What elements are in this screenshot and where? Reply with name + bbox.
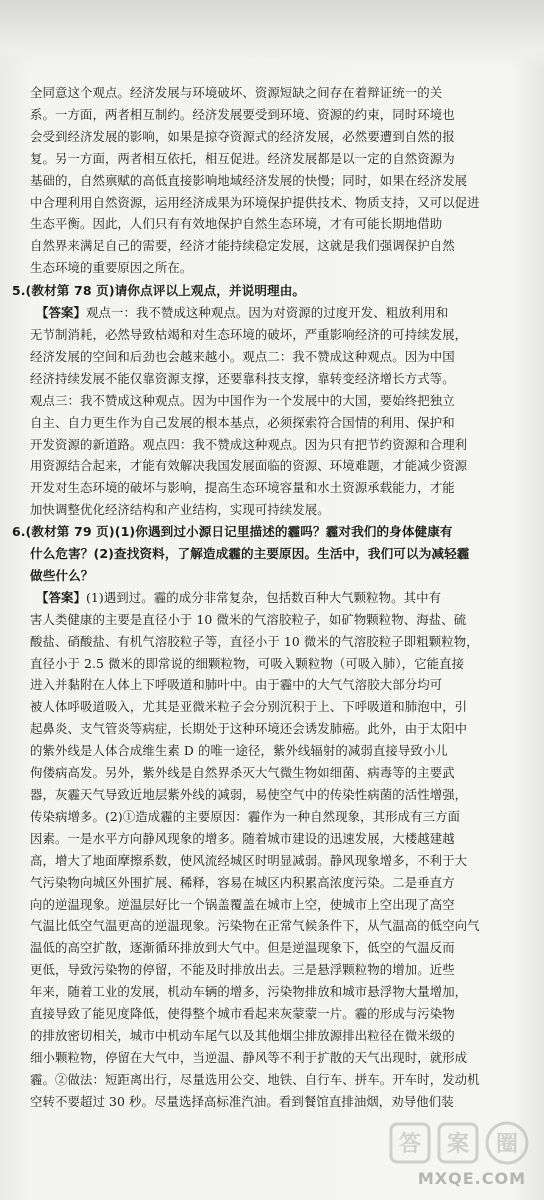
text-line: 高，增大了地面摩擦系数，使风流经城区时明显减弱。静风现象增多，不利于大 — [30, 852, 468, 868]
text-line: 因素。一是水平方向静风现象的增多。随着城市建设的迅速发展，大楼越建越 — [30, 830, 455, 846]
text-line: (1)遇到过。霾的成分非常复杂，包括数百种大气颗粒物。其中有 — [85, 589, 442, 605]
question-text: (教材第 78 页)请你点评以上观点，并说明理由。 — [25, 283, 306, 299]
text-line: 直接导致了能见度降低，使得整个城市看起来灰蒙蒙一片。霾的形成与污染物 — [30, 1006, 455, 1022]
text-line: 更低，导致污染物的停留，不能及时排放出去。三是悬浮颗粒物的增加。近些 — [30, 962, 455, 978]
text-line: 酸盐、硝酸盐、有机气溶胶粒子等，直径小于 10 微米的气溶胶粒子即粗颗粒物， — [30, 633, 479, 649]
text-line: 自主、自力更生作为自己发展的根本基点，必须探索符合国情的利用、保护和 — [30, 414, 455, 430]
svg-text:圈: 圈 — [495, 1132, 519, 1157]
question-5 — [12, 280, 534, 521]
text-line: 复。另一方面，两者相互依托，相互促进。经济发展都是以一定的自然资源为 — [30, 150, 455, 166]
answer-first-line — [30, 302, 534, 324]
text-line: 霾。②做法：短距离出行，尽量选用公交、地铁、自行车、拼车。开车时，发动机 — [30, 1071, 480, 1087]
text-line: 佝偻病高发。另外，紫外线是自然界杀灭大气微生物如细菌、病毒等的主要武 — [30, 765, 455, 781]
text-line: 向的逆温现象。逆温层好比一个锅盖覆盖在城市上空，使城市上空出现了高空 — [30, 896, 455, 912]
text-line: 器，灰霾天气导致近地层紫外线的减弱，易使空气中的传染性病菌的活性增强， — [30, 787, 468, 802]
text-line: 观点一：我不赞成这种观点。因为对资源的过度开发、粗放利用和 — [85, 305, 449, 321]
text-line: 观点三：我不赞成这种观点。因为中国作为一个发展中的大国，要始终把独立 — [30, 392, 455, 408]
text-line: 的紫外线是人体合成维生素 D 的唯一途径，紫外线辐射的减弱直接导致小儿 — [30, 743, 448, 759]
svg-text:答: 答 — [398, 1132, 422, 1157]
text-line: 生态平衡。因此，人们只有有效地保护自然生态环境，才有可能长期地借助 — [30, 216, 443, 232]
question-5-heading — [12, 280, 534, 302]
text-line: 温低的高空扩散，逐渐循环排放到大气中。但是逆温现象下，低空的气温反而 — [30, 940, 455, 956]
text-line: 年来，随着工业的发展，机动车辆的增多，污染物排放和城市悬浮物大量增加， — [30, 984, 468, 1000]
intro-paragraph — [12, 82, 534, 279]
text-line: 起鼻炎、支气管炎等病症，长期处于这种环境还会诱发肺癌。此外，由于太阳中 — [30, 721, 468, 737]
text-line: 传染病增多。(2)①造成霾的主要原因：霾作为一种自然现象，其形成有三方面 — [30, 808, 461, 824]
page-top-shadow — [0, 0, 544, 70]
question-6-heading — [12, 521, 534, 543]
text-line: 用资源结合起来，才能有效解决我国发展面临的资源、环境难题，才能减少资源 — [30, 458, 468, 474]
text-line: 基础的，自然禀赋的高低直接影响地域经济发展的快慢；同时，如果在经济发展 — [30, 172, 468, 188]
text-line: 进入并黏附在人体上下呼吸道和肺叶中。由于霾中的大气气溶胶大部分均可 — [30, 677, 443, 693]
text-line: 开发资源的新道路。观点四：我不赞成这种观点。因为只有把节约资源和合理利 — [30, 436, 468, 452]
svg-text:案: 案 — [446, 1132, 470, 1157]
question-number: 5. — [12, 283, 26, 299]
text-line: 全同意这个观点。经济发展与环境破坏、资源短缺之间存在着辩证统一的关 — [30, 85, 443, 100]
question-text: (教材第 79 页)(1)你遇到过小源日记里描述的霾吗？霾对我们的身体健康有 — [25, 524, 453, 540]
text-line: 无节制消耗，必然导致枯竭和对生态环境的破坏，严重影响经济的可持续发展， — [30, 326, 468, 342]
text-line: 系。一方面，两者相互制约。经济发展要受到环境、资源的约束，同时环境也 — [30, 106, 455, 122]
text-line: 气温比低空气温更高的逆温现象。污染物在正常气候条件下，从气温高的低空向气 — [30, 918, 480, 934]
text-line: 被人体呼吸道吸入，尤其是亚微米粒子会分别沉积于上、下呼吸道和肺泡中，引 — [30, 699, 468, 715]
question-6 — [12, 521, 534, 1112]
text-line: 气污染物向城区外围扩展、稀释，容易在城区内积累高浓度污染。二是垂直方 — [30, 874, 455, 890]
text-line: 直径小于 2.5 微米的即常说的细颗粒物，可吸入颗粒物（可吸入肺），它能直接 — [30, 655, 465, 671]
text-line: 害人类健康的主要是直径小于 10 微米的气溶胶粒子，如矿物颗粒物、海盐、硫 — [30, 611, 467, 627]
document-content — [12, 82, 534, 1113]
watermark-logo-icon — [389, 1118, 534, 1168]
text-line: 开发对生态环境的破坏与影响，提高生态环境容量和水土资源承载能力，才能 — [30, 480, 455, 496]
answer-label: 【答案】 — [36, 305, 86, 321]
watermark-site: MXQE.COM — [417, 1169, 526, 1188]
text-line: 空转不要超过 30 秒。尽量选择高标准汽油。看到餐馆直排油烟，劝导他们装 — [30, 1093, 454, 1109]
text-line: 生态环境的重要原因之所在。 — [30, 260, 193, 276]
text-line: 会受到经济发展的影响，如果是掠夺资源式的经济发展，必然要遭到自然的报 — [30, 128, 455, 144]
text-line: 自然界来满足自己的需要，经济才能持续稳定发展，这就是我们强调保护自然 — [30, 238, 455, 254]
answer-5 — [12, 302, 534, 521]
question-text: 什么危害？(2)查找资料，了解造成霾的主要原因。生活中，我们可以为减轻霾 — [30, 546, 470, 562]
text-line: 经济持续发展不能仅靠资源支撑，还要靠科技支撑，靠转变经济增长方式等。 — [30, 370, 455, 386]
watermark — [389, 1118, 534, 1188]
text-line: 加快调整优化经济结构和产业结构，实现可持续发展。 — [30, 502, 330, 518]
question-number: 6. — [12, 524, 26, 540]
question-text: 做些什么？ — [30, 567, 94, 583]
text-line: 细小颗粒物，停留在大气中，当逆温、静风等不利于扩散的天气出现时，就形成 — [30, 1049, 468, 1065]
text-line: 经济发展的空间和后劲也会越来越小。观点二：我不赞成这种观点。因为中国 — [30, 348, 455, 364]
answer-first-line — [30, 587, 534, 609]
text-line: 中合理利用自然资源，运用经济成果为环境保护提供技术、物质支持，又可以促进 — [30, 194, 480, 210]
answer-6 — [12, 587, 534, 1113]
text-line: 的排放密切相关，城市中机动车尾气以及其他烟尘排放源排出粒径在微米级的 — [30, 1027, 455, 1043]
answer-label: 【答案】 — [36, 589, 86, 605]
